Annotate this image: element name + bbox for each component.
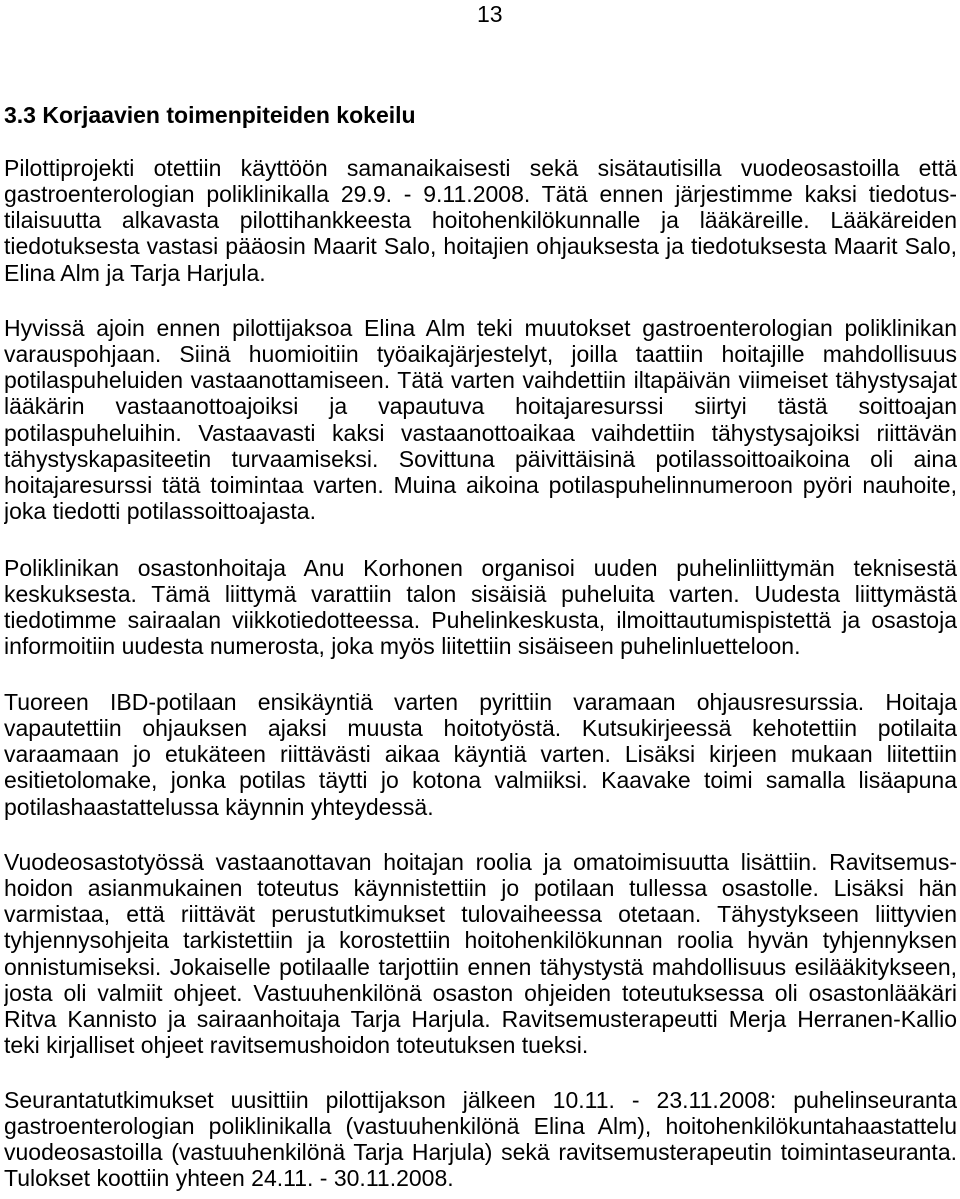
paragraph-line: informoitiin uudesta numerosta, joka myös liitettiin sisäiseen puhelinluetteloon. xyxy=(4,633,801,660)
paragraph-line: varauspohjaan. Siinä huomioitiin työaikajärjestelyt, joilla taattiin hoitajille mahdollisuus xyxy=(4,341,957,368)
paragraph-line: potilashaastattelussa käynnin yhteydessä. xyxy=(4,793,434,820)
paragraph-line: tähystyskapasiteetin turvaamiseksi. Sovittuna päivittäisinä potilassoittoaikoina oli aina xyxy=(4,445,957,472)
paragraph-line: keskuksesta. Tämä liittymä varattiin talon sisäisiä puheluita varten. Uudesta liittymästä xyxy=(4,581,957,608)
paragraph-line: esitietolomake, jonka potilas täytti jo kotona valmiiksi. Kaavake toimi samalla lisäapuna xyxy=(4,767,957,794)
paragraph-5 xyxy=(4,849,957,1058)
paragraph-line: Vuodeosastotyössä vastaanottavan hoitajan roolia ja omatoimisuutta lisättiin. Ravitsemus- xyxy=(4,849,957,875)
section-heading: 3.3 Korjaavien toimenpiteiden kokeilu xyxy=(4,102,416,128)
paragraph-1 xyxy=(4,155,957,286)
paragraph-6 xyxy=(4,1087,957,1192)
paragraph-line: hoitajaresurssi tätä toimintaa varten. Muina aikoina potilaspuhelinnumeroon pyöri nauhoite, xyxy=(4,471,957,498)
paragraph-3 xyxy=(4,555,957,660)
paragraph-line: gastroenterologian poliklinikalla (vastuuhenkilönä Elina Alm), hoitohenkilökuntahaastattelu xyxy=(4,1113,957,1140)
paragraph-line: tiedotuksesta vastasi pääosin Maarit Salo, hoitajien ohjauksesta ja tiedotuksesta Maarit Salo, xyxy=(4,233,957,260)
page-number: 13 xyxy=(477,1,503,27)
paragraph-line: joka tiedotti potilassoittoajasta. xyxy=(4,497,316,524)
paragraph-line: Tuoreen IBD-potilaan ensikäyntiä varten pyrittiin varamaan ohjausresurssia. Hoitaja xyxy=(4,689,957,715)
paragraph-line: onnistumiseksi. Jokaiselle potilaalle tarjottiin ennen tähystystä mahdollisuus esilääkitykseen, xyxy=(4,953,957,980)
paragraph-line: Tulokset koottiin yhteen 24.11. - 30.11.2008. xyxy=(4,1165,454,1192)
paragraph-line: tiedotimme sairaalan viikkotiedotteessa. Puhelinkeskusta, ilmoittautumispistettä ja osastoja xyxy=(4,607,957,634)
paragraph-line: josta oli valmiit ohjeet. Vastuuhenkilönä osaston ohjeiden toteutuksessa oli osastonlääkäri xyxy=(4,979,957,1006)
paragraph-line: vuodeosastoilla (vastuuhenkilönä Tarja Harjula) sekä ravitsemusterapeutin toimintaseuranta. xyxy=(4,1139,957,1166)
paragraph-line: Seurantatutkimukset uusittiin pilottijakson jälkeen 10.11. - 23.11.2008: puhelinseuranta xyxy=(4,1087,957,1113)
paragraph-line: potilaspuheluihin. Vastaavasti kaksi vastaanottoaikaa vaihdettiin tähystysajoiksi riittävän xyxy=(4,419,957,446)
paragraph-line: tyhjennysohjeita tarkistettiin ja korostettiin hoitohenkilökunnan roolia hyvän tyhjennyksen xyxy=(4,927,957,954)
paragraph-line: Pilottiprojekti otettiin käyttöön samanaikaisesti sekä sisätautisilla vuodeosastoilla että xyxy=(4,155,957,181)
paragraph-line: Poliklinikan osastonhoitaja Anu Korhonen organisoi uuden puhelinliittymän teknisestä xyxy=(4,555,957,581)
paragraph-line: varmistaa, että riittävät perustutkimukset tulovaiheessa otetaan. Tähystykseen liittyvien xyxy=(4,901,957,928)
paragraph-line: gastroenterologian poliklinikalla 29.9. - 9.11.2008. Tätä ennen järjestimme kaksi tiedotus- xyxy=(4,181,957,208)
paragraph-line: Elina Alm ja Tarja Harjula. xyxy=(4,259,266,286)
paragraph-line: tilaisuutta alkavasta pilottihankkeesta hoitohenkilökunnalle ja lääkäreille. Lääkäreiden xyxy=(4,207,957,234)
paragraph-line: hoidon asianmukainen toteutus käynnistettiin jo potilaan tullessa osastolle. Lisäksi hän xyxy=(4,875,957,902)
paragraph-line: lääkärin vastaanottoajoiksi ja vapautuva hoitajaresurssi siirtyi tästä soittoajan xyxy=(4,393,957,420)
paragraph-line: Ritva Kannisto ja sairaanhoitaja Tarja Harjula. Ravitsemusterapeutti Merja Herranen-Kallio xyxy=(4,1005,957,1032)
paragraph-line: teki kirjalliset ohjeet ravitsemushoidon toteutuksen tueksi. xyxy=(4,1031,589,1058)
paragraph-line: potilaspuheluiden vastaanottamiseen. Tätä varten vaihdettiin iltapäivän viimeiset tähystysajat xyxy=(4,367,957,394)
paragraph-line: Hyvissä ajoin ennen pilottijaksoa Elina Alm teki muutokset gastroenterologian poliklinikan xyxy=(4,315,957,341)
paragraph-line: varaamaan jo etukäteen riittävästi aikaa käyntiä varten. Lisäksi kirjeen mukaan liitettiin xyxy=(4,741,957,768)
paragraph-2 xyxy=(4,315,957,524)
paragraph-4 xyxy=(4,689,957,820)
paragraph-line: vapautettiin ohjauksen ajaksi muusta hoitotyöstä. Kutsukirjeessä kehotettiin potilaita xyxy=(4,715,957,742)
